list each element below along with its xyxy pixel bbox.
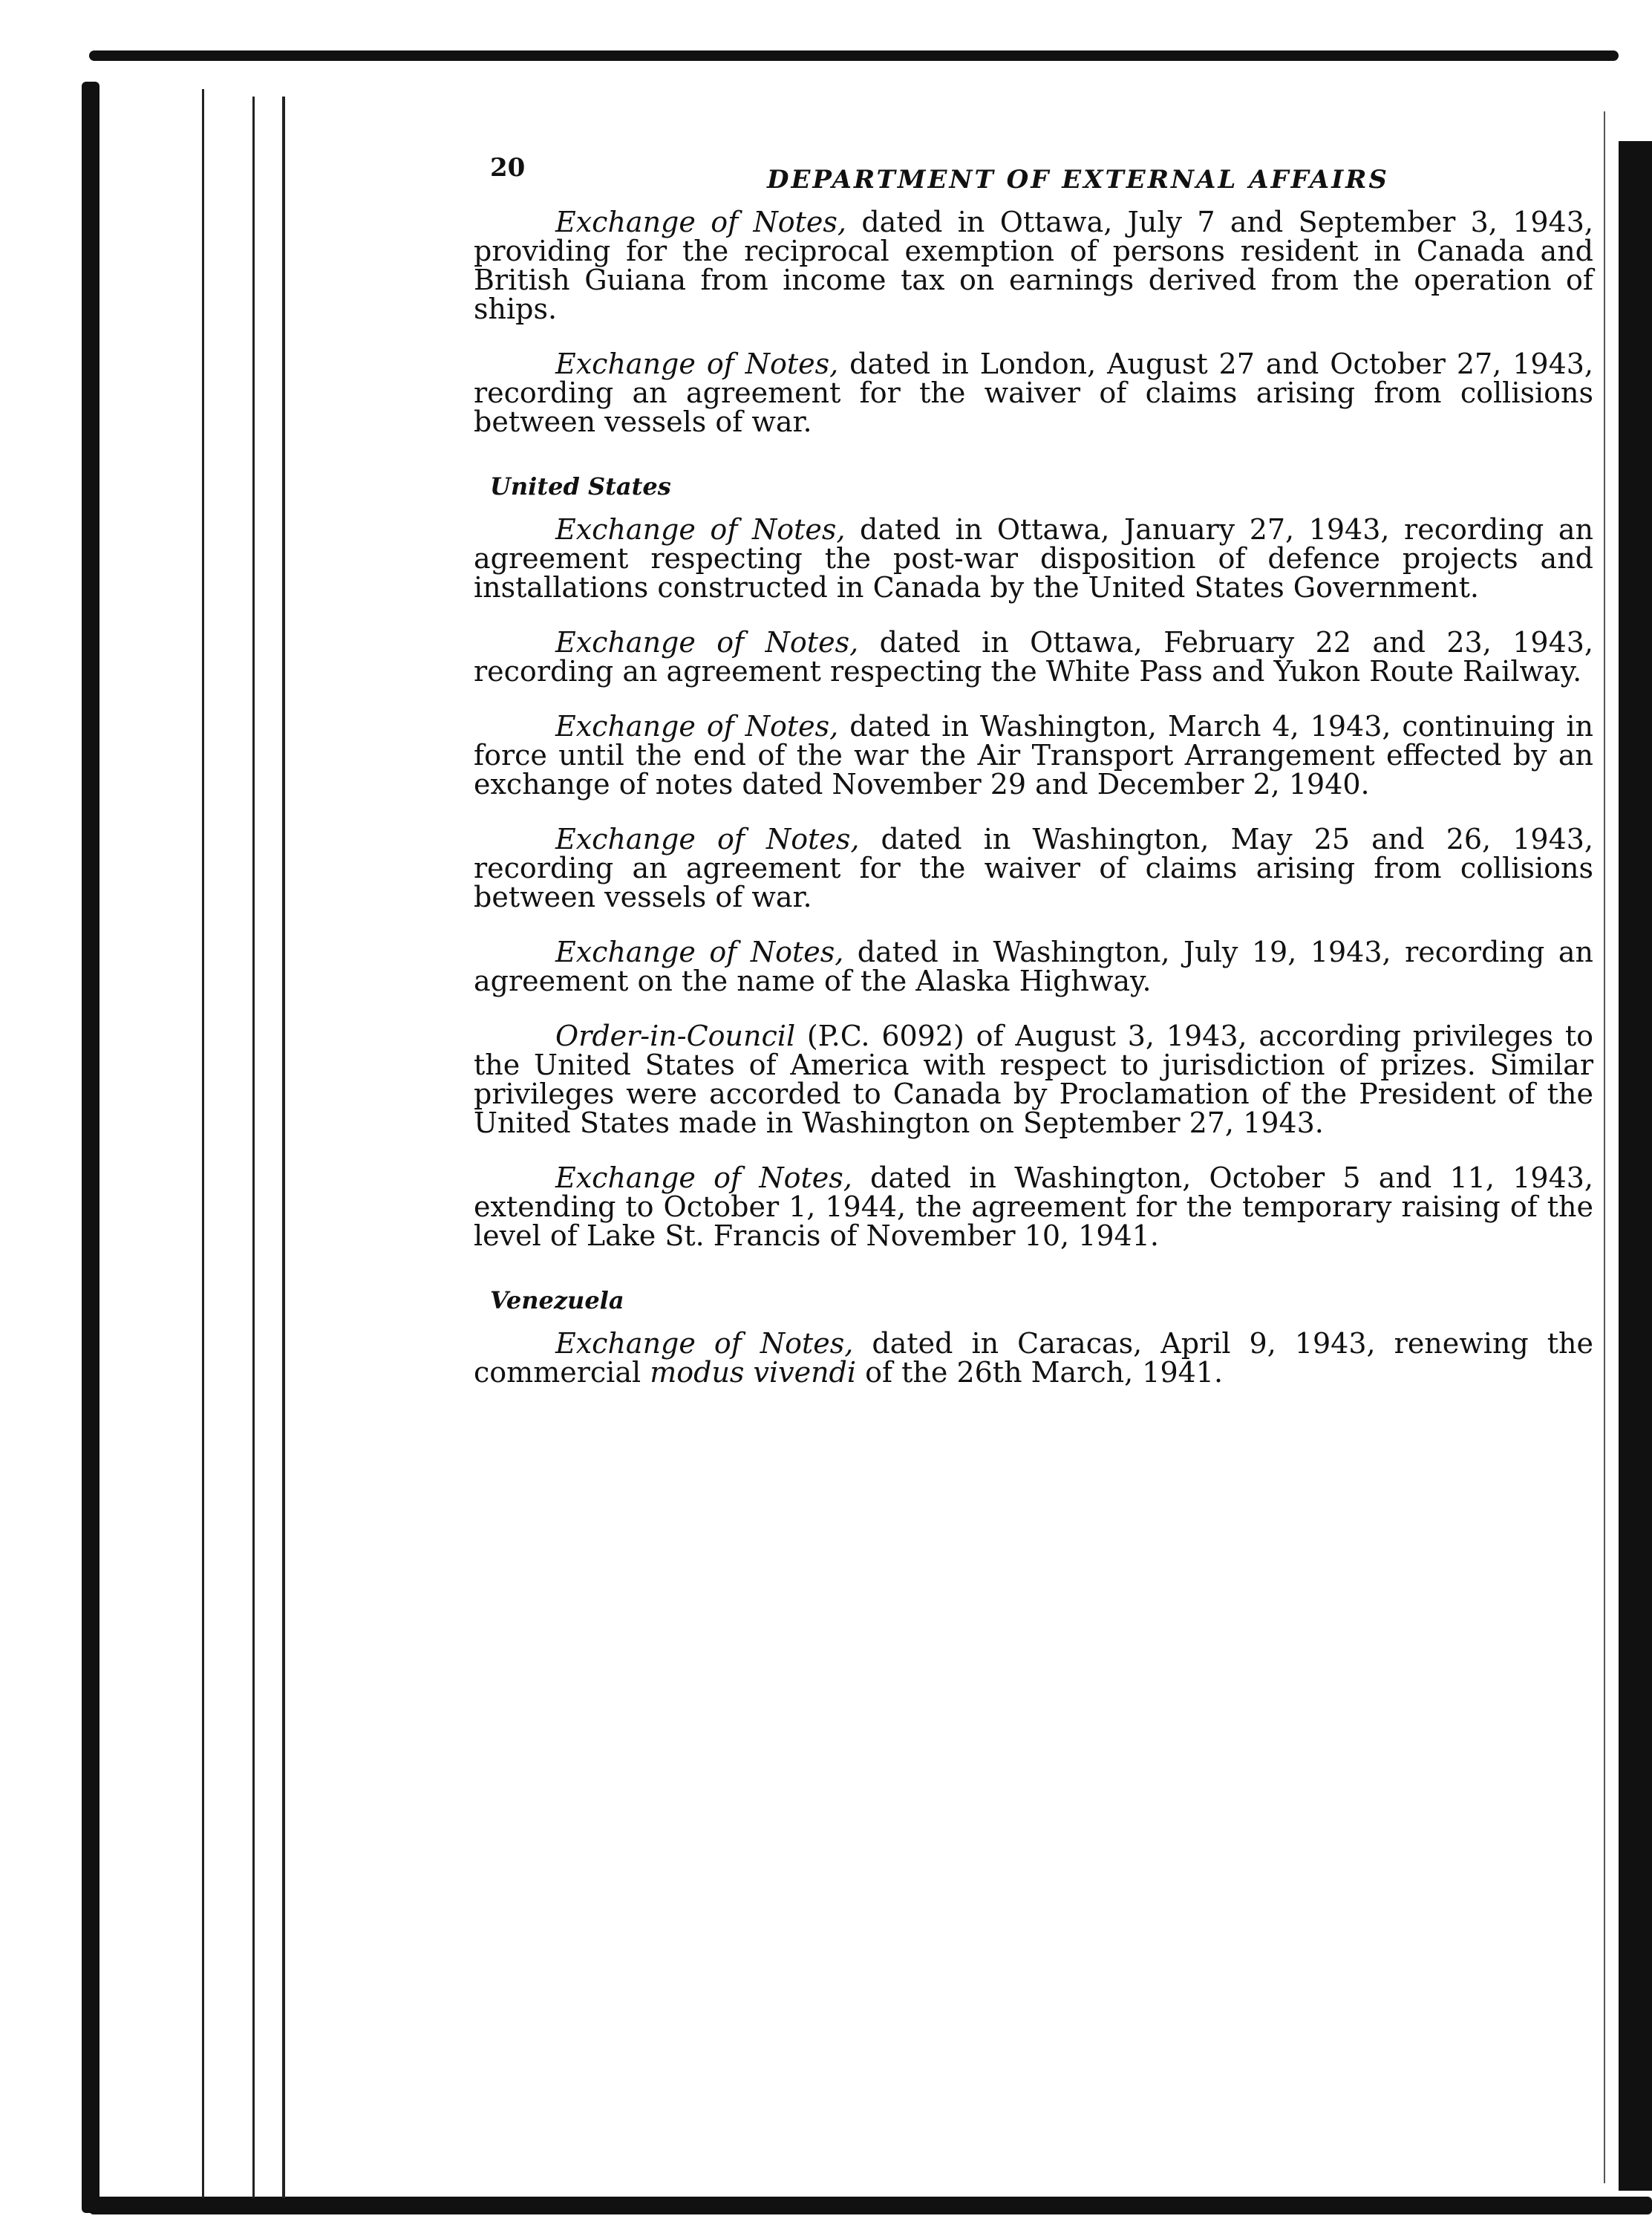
book-frame-right	[1619, 141, 1652, 2191]
entry-text: (P.C. 6092) of August 3, 1943, according privileges to the United States of America with respect to jurisdiction of prizes. Similar privileges were accorded to Canada by Proclamation of the President of the United States made in Washington on September 27, 1943.	[474, 1020, 1593, 1139]
entry-paragraph	[474, 1161, 1593, 1252]
entry-text: dated in Washington, May 25 and 26, 1943, recording an agreement for the waiver of claims arising from collisions between vessels of war.	[474, 823, 1594, 913]
running-head: DEPARTMENT OF EXTERNAL AFFAIRS	[767, 165, 1389, 195]
page-body	[474, 149, 1593, 1413]
entry-lead: Order-in-Council	[555, 1020, 796, 1052]
book-frame-top	[89, 50, 1619, 61]
entry-text: dated in Washington, March 4, 1943, continuing in force until the end of the war the Air Transport Arrangement effected by an exchange of notes dated November 29 and December 2, 1940.	[474, 710, 1594, 801]
entry-lead: Exchange of Notes,	[555, 348, 839, 380]
section-heading-united-states: United States	[490, 472, 671, 501]
page-header	[474, 149, 1593, 208]
entry-lead: Exchange of Notes,	[555, 513, 846, 546]
entry-paragraph	[474, 938, 1593, 996]
margin-rule	[202, 89, 204, 2198]
entry-lead: Exchange of Notes,	[555, 626, 859, 659]
entry-paragraph	[474, 628, 1593, 686]
entry-paragraph	[474, 825, 1593, 912]
entry-text: dated in Washington, October 5 and 11, 1943, extending to October 1, 1944, the agreement for the temporary raising of the level of Lake St. Francis of November 10, 1941.	[474, 1161, 1593, 1252]
book-frame-bottom	[89, 2197, 1652, 2214]
entry-lead: Exchange of Notes,	[555, 206, 846, 238]
entry-lead: Exchange of Notes,	[555, 823, 860, 855]
entry-paragraph	[474, 1022, 1593, 1138]
entry-text: dated in Washington, July 19, 1943, recording an agreement on the name of the Alaska Highway.	[474, 936, 1594, 997]
entry-lead: Exchange of Notes,	[555, 1161, 852, 1194]
gutter-rule	[1604, 111, 1605, 2183]
margin-rule	[252, 97, 255, 2198]
entry-paragraph	[474, 515, 1593, 602]
entry-text: of the 26th March, 1941.	[856, 1356, 1224, 1389]
entry-paragraph	[474, 712, 1593, 799]
entry-text: dated in Ottawa, January 27, 1943, recording an agreement respecting the post-war disposition of defence projects and installations constructed in Canada by the United States Government.	[474, 513, 1593, 604]
entry-lead: Exchange of Notes,	[555, 1327, 854, 1360]
section-heading-venezuela: Venezuela	[490, 1286, 624, 1314]
book-frame-left	[82, 82, 99, 2213]
entry-lead: Exchange of Notes,	[555, 710, 839, 743]
entry-paragraph	[474, 350, 1593, 437]
entry-text: dated in London, August 27 and October 27, 1943, recording an agreement for the waiver of claims arising from collisions between vessels of war.	[474, 348, 1594, 438]
entry-paragraph	[474, 1329, 1593, 1387]
entry-italic-term: modus vivendi	[650, 1356, 857, 1389]
entry-text: dated in Caracas, April 9, 1943, renewing the commercial	[474, 1327, 1594, 1389]
page-number: 20	[490, 153, 526, 183]
margin-rule	[282, 97, 285, 2198]
entry-lead: Exchange of Notes,	[555, 936, 844, 968]
entry-paragraph	[474, 208, 1593, 324]
entry-text: dated in Ottawa, February 22 and 23, 1943, recording an agreement respecting the White Pass and Yukon Route Railway.	[474, 626, 1593, 688]
entry-text: dated in Ottawa, July 7 and September 3, 1943, providing for the reciprocal exemption of persons resident in Canada and British Guiana from income tax on earnings derived from the operation of ships.	[474, 206, 1593, 325]
